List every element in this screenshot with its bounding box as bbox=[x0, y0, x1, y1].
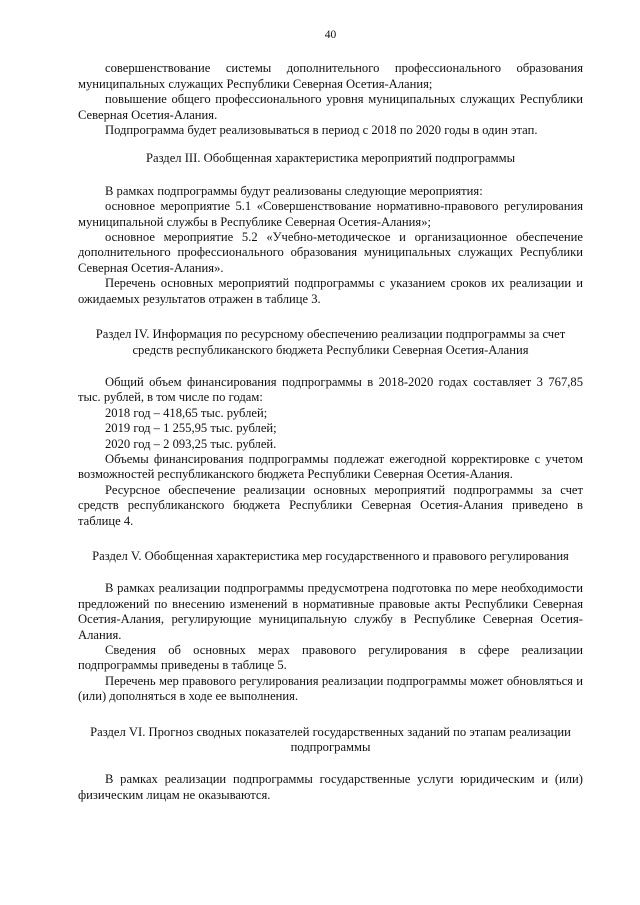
paragraph: основное мероприятие 5.1 «Совершенствование нормативно-правового регулирования муниципальной службы в Республике Северная Осетия-Алания»; bbox=[78, 199, 583, 229]
paragraph: Подпрограмма будет реализовываться в период с 2018 по 2020 годы в один этап. bbox=[105, 123, 538, 138]
paragraph: Сведения об основных мерах правового регулирования в сфере реализации подпрограммы приведены в таблице 5. bbox=[78, 643, 583, 673]
paragraph: В рамках реализации подпрограммы предусмотрена подготовка по мере необходимости предложений по внесению изменений в нормативные правовые акты Республики Северная Осетия-Алания, регулирующие муниципальную службу в Республике Северная Осетия-Алания. bbox=[78, 581, 583, 642]
paragraph: В рамках подпрограммы будут реализованы следующие мероприятия: bbox=[105, 183, 483, 198]
section-6-heading: Раздел VI. Прогноз сводных показателей государственных заданий по этапам реализации подпрограммы bbox=[90, 724, 571, 755]
paragraph: Перечень основных мероприятий подпрограммы с указанием сроков их реализации и ожидаемых результатов отражен в таблице 3. bbox=[78, 276, 583, 306]
paragraph: основное мероприятие 5.2 «Учебно-методическое и организационное обеспечение дополнительного профессионального образования муниципальных служащих Республики Северная Осетия-Алания». bbox=[78, 230, 583, 275]
paragraph: Перечень мер правового регулирования реализации подпрограммы может обновляться и (или) дополняться в ходе ее выполнения. bbox=[78, 673, 583, 704]
paragraph: Ресурсное обеспечение реализации основных мероприятий подпрограммы за счет средств республиканского бюджета Республики Северная Осетия-Алания приведено в таблице 4. bbox=[78, 482, 583, 528]
section-5-heading: Раздел V. Обобщенная характеристика мер государственного и правового регулирования bbox=[92, 548, 569, 563]
section-4-heading: Раздел IV. Информация по ресурсному обеспечению реализации подпрограммы за счет средств республиканского бюджета Республики Северная Осетия-Алания bbox=[95, 327, 566, 357]
year-line: 2018 год – 418,65 тыс. рублей; bbox=[105, 405, 268, 420]
paragraph: Общий объем финансирования подпрограммы в 2018-2020 годах составляет 3 767,85 тыс. рублей, в том числе по годам: bbox=[78, 374, 583, 405]
document-page bbox=[78, 28, 583, 803]
year-line: 2019 год – 1 255,95 тыс. рублей; bbox=[105, 421, 277, 436]
paragraph: В рамках реализации подпрограммы государственные услуги юридическим и (или) физическим лицам не оказываются. bbox=[78, 772, 583, 802]
year-line: 2020 год – 2 093,25 тыс. рублей. bbox=[105, 436, 277, 451]
paragraph: повышение общего профессионального уровня муниципальных служащих Республики Северная Осетия-Алания. bbox=[78, 92, 583, 122]
section-3-heading: Раздел III. Обобщенная характеристика мероприятий подпрограммы bbox=[145, 151, 516, 166]
paragraph: совершенствование системы дополнительного профессионального образования муниципальных служащих Республики Северная Осетия-Алания; bbox=[78, 61, 583, 91]
page-number: 40 bbox=[324, 29, 337, 41]
paragraph: Объемы финансирования подпрограммы подлежат ежегодной корректировке с учетом возможностей республиканского бюджета Республики Северная Осетия-Алания. bbox=[78, 451, 583, 482]
